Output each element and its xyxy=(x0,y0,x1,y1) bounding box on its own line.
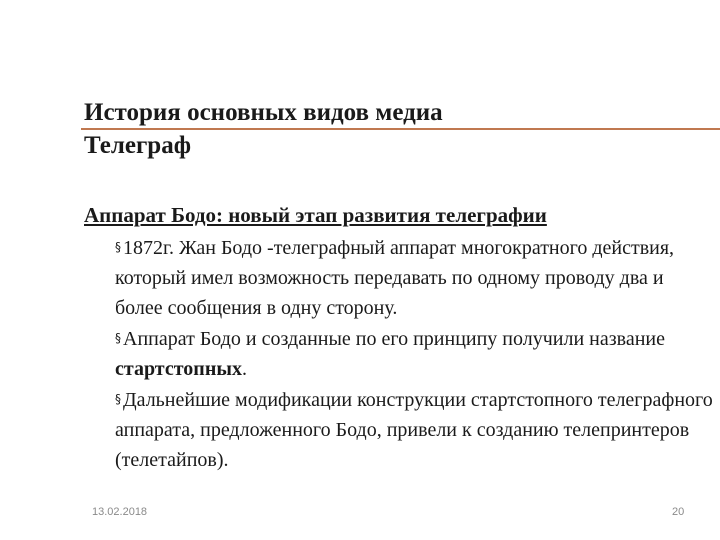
bullet-icon: § xyxy=(115,392,121,406)
title-line-1: История основных видов медиа xyxy=(84,99,443,126)
bullet-text: 1872г. Жан Бодо -телеграфный аппарат многократного действия, который имел возможность передавать по одному проводу два и более сообщения в одну сторону. xyxy=(115,237,675,319)
bullet-text: Аппарат Бодо и созданные по его принципу получили название xyxy=(123,328,665,350)
section-subtitle: Аппарат Бодо: новый этап развития телеграфии xyxy=(84,203,547,227)
page-number: 20 xyxy=(672,506,685,518)
bullet-text: Дальнейшие модификации конструкции стартстопного телеграфного аппарата, предложенного Бодо, привели к созданию телепринтеров (телетайпов). xyxy=(115,389,713,471)
title-divider xyxy=(81,128,720,130)
bullet-item-1 xyxy=(115,232,715,323)
bullet-list xyxy=(115,232,715,475)
footer-date: 13.02.2018 xyxy=(92,506,148,518)
bullet-item-2 xyxy=(115,323,715,384)
title-line-2: Телеграф xyxy=(84,132,191,159)
bullet-icon: § xyxy=(115,240,121,254)
bullet-icon: § xyxy=(115,331,121,345)
bullet-text-end: . xyxy=(241,358,247,380)
bullet-item-3 xyxy=(115,384,715,475)
bullet-bold-term: стартстопных xyxy=(115,358,242,380)
